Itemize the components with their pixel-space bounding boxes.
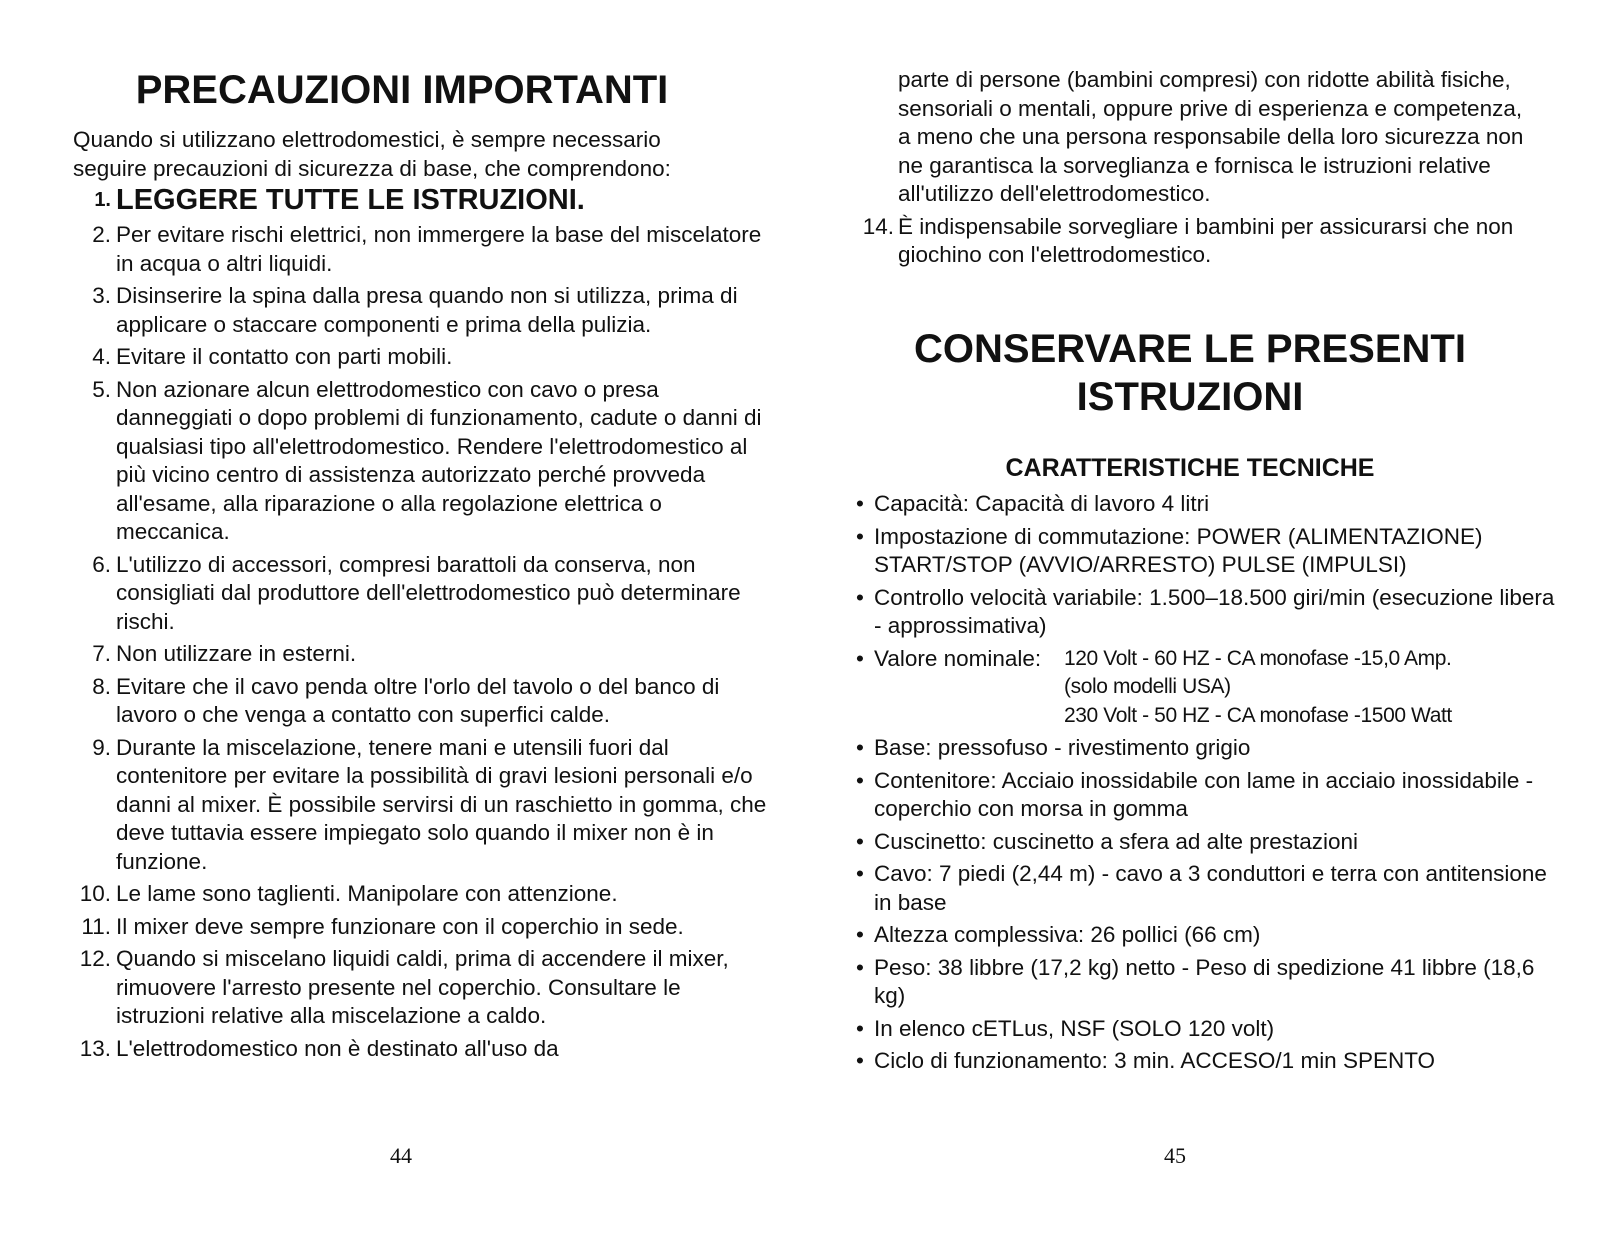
spec-item: [856, 490, 1556, 519]
spec-item: [856, 734, 1556, 763]
item-text: L'utilizzo di accessori, compresi barattoli da conserva, non consigliati dal produttore dell'elettrodomestico può determinare rischi.: [116, 551, 741, 634]
item-number: 5.: [92, 376, 111, 402]
item-text: Evitare che il cavo penda oltre l'orlo del tavolo o del banco di lavoro o che venga a contatto con superfici calde.: [116, 673, 720, 727]
bullet: •: [856, 828, 864, 854]
list-item: [70, 913, 770, 942]
item-number: 10.: [79, 881, 111, 906]
bullet: •: [856, 584, 864, 610]
list-item: [70, 734, 770, 877]
rating-label: Valore nominale:: [874, 645, 1042, 671]
rating-values: [1064, 645, 1452, 731]
list-item: [70, 221, 770, 278]
spec-item: [856, 1047, 1556, 1076]
list-item: [70, 673, 770, 730]
item-number: 7.: [92, 641, 111, 666]
item-number: 14.: [862, 213, 894, 239]
spec-item: [856, 921, 1556, 950]
spec-item: [856, 767, 1556, 824]
item-text: L'elettrodomestico non è destinato all'uso da: [116, 1035, 559, 1061]
bullet: •: [856, 645, 864, 671]
spec-item: [856, 1015, 1556, 1044]
list-item: [70, 640, 770, 669]
page-title: PRECAUZIONI IMPORTANTI: [135, 68, 669, 112]
item-text: Evitare il contatto con parti mobili.: [116, 344, 453, 369]
item-text: Il mixer deve sempre funzionare con il coperchio in sede.: [116, 913, 684, 939]
list-item: [70, 1035, 770, 1064]
spec-text: Cavo: 7 piedi (2,44 m) - cavo a 3 conduttori e terra con antitensione in base: [874, 861, 1547, 915]
section-title-line: ISTRUZIONI: [1076, 375, 1304, 419]
item-text: Per evitare rischi elettrici, non immergere la base del miscelatore in acqua o altri liquidi.: [116, 222, 762, 276]
item-number: 1.: [94, 189, 111, 211]
spec-text: Contenitore: Acciaio inossidabile con lame in acciaio inossidabile - coperchio con morsa in gomma: [874, 767, 1534, 821]
list-item: [858, 213, 1538, 270]
item-text: Disinserire la spina dalla presa quando non si utilizza, prima di applicare o staccare componenti e prima della pulizia.: [116, 283, 738, 337]
spec-item: [856, 523, 1556, 580]
list-item: [70, 880, 770, 909]
item-text: Non azionare alcun elettrodomestico con cavo o presa danneggiati o dopo problemi di funzionamento, cadute o danni di qualsiasi tipo all'elettrodomestico. Rendere l'elettrodomestico al più vicino centro di assistenza autorizzato perché provveda all'esame, alla riparazione o alla regolazione elettrica o meccanica.: [116, 376, 762, 544]
page-number: 45: [1164, 1143, 1186, 1168]
spec-item: [856, 584, 1556, 641]
item-number: 9.: [92, 734, 111, 760]
item-number: 2.: [92, 222, 111, 247]
spec-text: Base: pressofuso - rivestimento grigio: [874, 735, 1251, 760]
spec-text: Cuscinetto: cuscinetto a sfera ad alte prestazioni: [874, 828, 1359, 854]
rating-line: 230 Volt - 50 HZ - CA monofase -1500 Watt: [1064, 703, 1452, 727]
bullet: •: [856, 922, 864, 947]
item-text: Non utilizzare in esterni.: [116, 641, 357, 666]
spec-text: Capacità: Capacità di lavoro 4 litri: [874, 491, 1210, 516]
spec-text: Controllo velocità variabile: 1.500–18.500 giri/min (esecuzione libera - approssimativa): [874, 584, 1555, 638]
specs-heading: CARATTERISTICHE TECNICHE: [1005, 454, 1375, 482]
page-number: 44: [390, 1143, 412, 1168]
spec-item: [856, 828, 1556, 857]
section-title: [840, 325, 1540, 421]
bullet: •: [856, 861, 864, 886]
item-number: 8.: [92, 673, 111, 699]
rating-row: [874, 645, 1556, 731]
list-item: [70, 551, 770, 637]
bullet: •: [856, 523, 864, 549]
intro-line: Quando si utilizzano elettrodomestici, è sempre necessario: [73, 127, 661, 152]
spec-text: Impostazione di commutazione: POWER (ALIMENTAZIONE) START/STOP (AVVIO/ARRESTO) PULSE (IMPULSI): [874, 523, 1483, 577]
right-page: [800, 0, 1600, 1237]
list-item: [70, 376, 770, 547]
list-item: [70, 945, 770, 1031]
continued-list: [858, 66, 1538, 274]
item-text: È indispensabile sorvegliare i bambini per assicurarsi che non giochino con l'elettrodomestico.: [898, 213, 1514, 267]
specs-list: [856, 490, 1556, 1080]
item-number: 3.: [92, 283, 111, 308]
item-number: 6.: [92, 551, 111, 577]
bullet: •: [856, 767, 864, 793]
item-text: LEGGERE TUTTE LE ISTRUZIONI.: [116, 184, 585, 216]
spec-text: Ciclo di funzionamento: 3 min. ACCESO/1 min SPENTO: [874, 1048, 1436, 1073]
spec-text: Peso: 38 libbre (17,2 kg) netto - Peso di spedizione 41 libbre (18,6 kg): [874, 954, 1535, 1008]
list-item: [70, 182, 770, 218]
list-item: [70, 282, 770, 339]
spec-text: Altezza complessiva: 26 pollici (66 cm): [874, 922, 1261, 947]
spec-item-rating: [856, 645, 1556, 731]
bullet: •: [856, 1048, 864, 1073]
bullet: •: [856, 735, 864, 760]
intro-text: [73, 126, 753, 183]
item-text: Durante la miscelazione, tenere mani e utensili fuori dal contenitore per evitare la possibilità di gravi lesioni personali e/o danni al mixer. È possibile servirsi di un raschietto in gomma, che deve tuttavia essere impiegato solo quando il mixer non è in funzione.: [116, 734, 767, 874]
item-number: 11.: [81, 913, 111, 939]
item-number: 13.: [79, 1035, 111, 1061]
precautions-list: [70, 182, 770, 1067]
spec-text: In elenco cETLus, NSF (SOLO 120 volt): [874, 1015, 1275, 1041]
spec-item: [856, 860, 1556, 917]
rating-line: 120 Volt - 60 HZ - CA monofase -15,0 Amp.: [1064, 646, 1452, 670]
bullet: •: [856, 1015, 864, 1041]
bullet: •: [856, 491, 864, 516]
item-text: Le lame sono taglienti. Manipolare con attenzione.: [116, 881, 618, 906]
section-title-line: CONSERVARE LE PRESENTI: [914, 327, 1466, 371]
list-item-continued: [858, 66, 1538, 209]
item-text: parte di persone (bambini compresi) con ridotte abilità fisiche, sensoriali o mentali, oppure prive di esperienza e competenza, a meno che una persona responsabile della loro sicurezza non ne garantisca la sorveglianza e fornisca le istruzioni relative all'utilizzo dell'elettrodomestico.: [898, 67, 1524, 206]
item-number: 4.: [92, 344, 111, 369]
list-item: [70, 343, 770, 372]
item-text: Quando si miscelano liquidi caldi, prima di accendere il mixer, rimuovere l'arresto presente nel coperchio. Consultare le istruzioni relative alla miscelazione a caldo.: [116, 946, 729, 1028]
intro-line: seguire precauzioni di sicurezza di base, che comprendono:: [73, 155, 671, 181]
spec-item: [856, 954, 1556, 1011]
item-number: 12.: [79, 946, 111, 971]
bullet: •: [856, 954, 864, 980]
rating-line: (solo modelli USA): [1064, 675, 1231, 698]
